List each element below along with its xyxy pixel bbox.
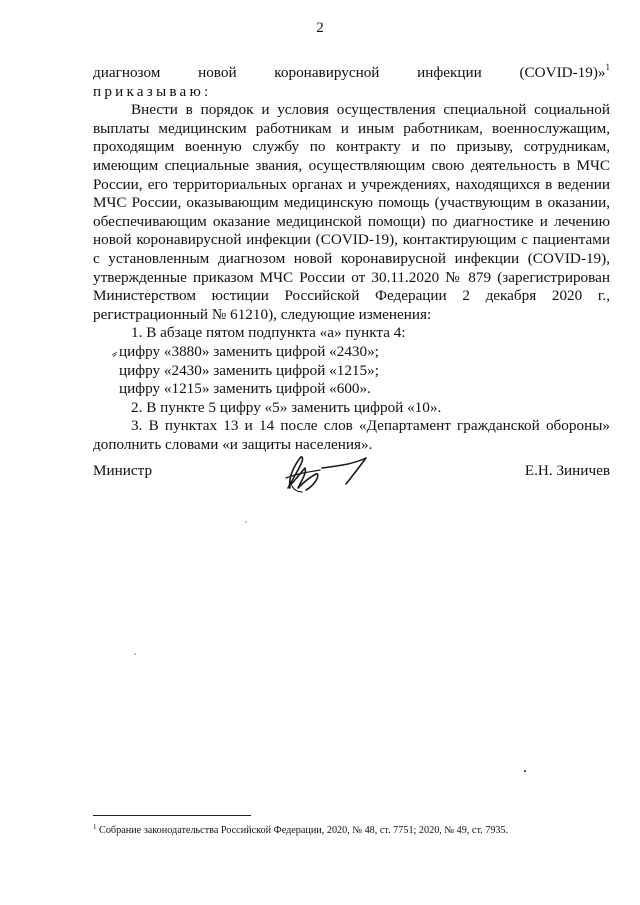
- document-body: [93, 64, 610, 454]
- scan-mark: [110, 349, 120, 359]
- position-title: Министр: [93, 462, 153, 479]
- paragraph-line: России, его территориальных органах и учреждениях, находящихся в ведении: [93, 175, 610, 193]
- preamble-word: коронавирусной: [274, 64, 380, 81]
- item-3-line-2: дополнить словами «и защиты населения».: [93, 435, 373, 453]
- preamble-word: новой: [198, 64, 237, 81]
- preamble-word: инфекции: [417, 64, 482, 81]
- preamble-word: диагнозом: [93, 64, 161, 81]
- paragraph-line: обеспечивающим оказание медицинской помощи) по диагностике и лечению: [93, 212, 610, 230]
- item-2: 2. В пункте 5 цифру «5» заменить цифрой «10».: [131, 398, 442, 416]
- paragraph-last-line: регистрационный № 61210), следующие изменения:: [93, 305, 432, 323]
- item-1-sub-a: цифру «3880» заменить цифрой «2430»;: [119, 342, 379, 360]
- item-3-line-1: 3. В пунктах 13 и 14 после слов «Департамент гражданской обороны»: [131, 417, 610, 435]
- footnote-separator: [93, 815, 251, 816]
- footnote-reference: 1: [605, 62, 610, 72]
- scan-speck: [244, 520, 248, 524]
- page-number: 2: [316, 20, 324, 36]
- scan-speck: [522, 768, 528, 774]
- paragraph-line: проходящим военную службу по контракту и по призыву, сотрудникам,: [93, 138, 610, 156]
- paragraph-line: имеющим специальные звания, осуществляющим свою деятельность в МЧС: [93, 156, 610, 174]
- signature-block: [93, 462, 610, 512]
- handwritten-signature: [278, 448, 378, 496]
- paragraph-line: Внести в порядок и условия осуществления специальной социальной: [131, 101, 610, 119]
- preamble-line: [93, 64, 610, 83]
- item-1-sub-b: цифру «2430» заменить цифрой «1215»;: [119, 361, 379, 379]
- footnote-text: Собрание законодательства Российской Федерации, 2020, № 48, ст. 7751; 2020, № 49, ст. 7935.: [99, 825, 509, 836]
- paragraph-line: с установленным диагнозом новой коронавирусной инфекции (COVID-19),: [93, 249, 610, 267]
- item-1-sub-c: цифру «1215» заменить цифрой «600».: [119, 380, 371, 398]
- paragraph-line: выплаты медицинским работникам и иным работникам, военнослужащим,: [93, 119, 610, 137]
- prikazyvayu-heading: приказываю:: [93, 82, 212, 100]
- paragraph-line: МЧС России, оказывающим медицинскую помощь (участвующим в оказании,: [93, 194, 610, 212]
- item-1: 1. В абзаце пятом подпункта «а» пункта 4:: [131, 324, 406, 342]
- paragraph-line: Министерством юстиции Российской Федерации 2 декабря 2020 г.,: [93, 287, 610, 305]
- footnote: [93, 824, 613, 837]
- signatory-name: Е.Н. Зиничев: [524, 462, 610, 479]
- paragraph-line: новой коронавирусной инфекции (COVID-19), контактирующим с пациентами: [93, 231, 610, 249]
- preamble-word-last: (COVID-19)»$^1$: [519, 62, 610, 81]
- footnote-mark: 1: [93, 823, 97, 831]
- paragraph-line: утвержденные приказом МЧС России от 30.11.2020 № 879 (зарегистрирован: [93, 268, 610, 286]
- scan-speck: [133, 652, 137, 656]
